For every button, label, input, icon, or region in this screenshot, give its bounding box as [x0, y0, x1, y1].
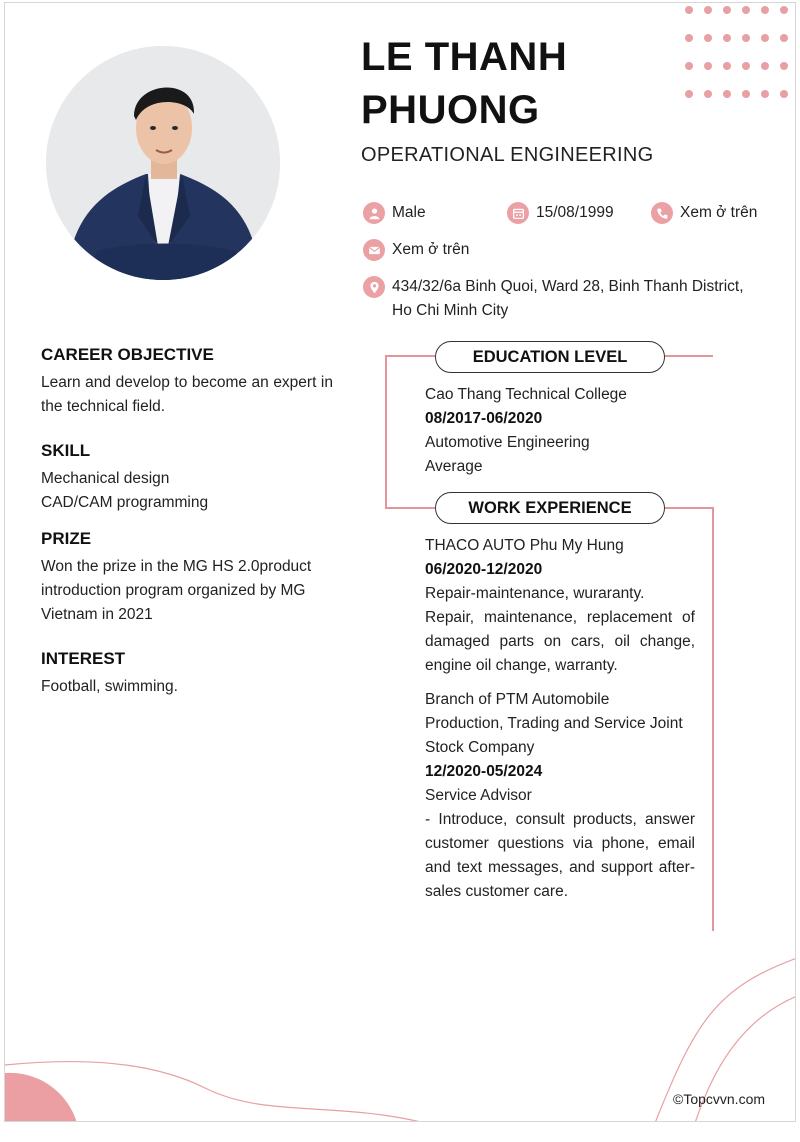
skill-item: Mechanical design	[41, 470, 170, 487]
name-line-2: PHUONG	[361, 88, 540, 132]
education-school: Cao Thang Technical College	[425, 386, 627, 403]
profile-photo	[46, 46, 280, 280]
birthday-info	[507, 201, 614, 225]
interest-heading: INTEREST	[41, 649, 126, 668]
birthday-value: 15/08/1999	[536, 204, 614, 221]
skill-heading: SKILL	[41, 441, 91, 460]
location-icon	[363, 276, 385, 298]
work-description: - Introduce, consult products, answer customer questions via phone, email and text messages, and support after-sales customer care.	[425, 811, 695, 900]
user-icon	[363, 202, 385, 224]
work-period: 12/2020-05/2024	[425, 763, 543, 780]
work-role: Service Advisor	[425, 787, 532, 804]
job-title: OPERATIONAL ENGINEERING	[361, 144, 654, 166]
education-major: Automotive Engineering	[425, 434, 590, 451]
decorative-circle	[5, 1073, 77, 1122]
email-value: Xem ở trên	[392, 241, 470, 258]
mail-icon	[363, 239, 385, 261]
phone-value: Xem ở trên	[680, 204, 758, 221]
calendar-icon	[507, 202, 529, 224]
timeline-line	[385, 507, 435, 509]
timeline-line	[385, 355, 387, 509]
work-entry	[425, 534, 695, 678]
timeline-line	[712, 507, 714, 931]
phone-icon	[651, 202, 673, 224]
address-value	[392, 275, 744, 323]
work-role: Repair-maintenance, wuraranty.	[425, 585, 645, 602]
education-grade: Average	[425, 458, 483, 475]
interest-text: Football, swimming.	[41, 678, 178, 695]
career-objective-text: Learn and develop to become an expert in the technical field.	[41, 374, 333, 415]
work-company: THACO AUTO Phu My Hung	[425, 537, 624, 554]
work-company-line: Stock Company	[425, 739, 535, 756]
name-line-1: LE THANH	[361, 35, 568, 79]
gender-value: Male	[392, 204, 426, 221]
education-heading: EDUCATION LEVEL	[435, 341, 665, 373]
footer-copyright[interactable]: ©Topcvvn.com	[673, 1091, 766, 1107]
education-entry	[425, 383, 695, 479]
work-company-line: Branch of PTM Automobile	[425, 691, 610, 708]
work-description: Repair, maintenance, replacement of damaged parts on cars, oil change, engine oil change, warranty.	[425, 609, 695, 674]
timeline-line	[663, 355, 713, 357]
timeline-line	[385, 355, 435, 357]
phone-info	[651, 201, 757, 225]
work-entry	[425, 688, 695, 904]
skill-list	[41, 467, 333, 515]
work-experience-heading: WORK EXPERIENCE	[435, 492, 665, 524]
candidate-name	[361, 31, 661, 137]
career-objective-heading: CAREER OBJECTIVE	[41, 345, 214, 364]
timeline-line	[663, 507, 713, 509]
prize-heading: PRIZE	[41, 529, 92, 548]
address-info	[363, 275, 763, 323]
gender-info	[363, 201, 426, 225]
education-period: 08/2017-06/2020	[425, 410, 543, 427]
prize-text: Won the prize in the MG HS 2.0product introduction program organized by MG Vietnam in 2021	[41, 558, 312, 623]
cv-page	[4, 2, 796, 1122]
work-company-line: Production, Trading and Service Joint	[425, 715, 683, 732]
address-line-2: Ho Chi Minh City	[392, 302, 509, 319]
skill-item: CAD/CAM programming	[41, 494, 209, 511]
email-info	[363, 238, 469, 262]
work-period: 06/2020-12/2020	[425, 561, 543, 578]
address-line-1: 434/32/6a Binh Quoi, Ward 28, Binh Thanh District,	[392, 278, 744, 295]
